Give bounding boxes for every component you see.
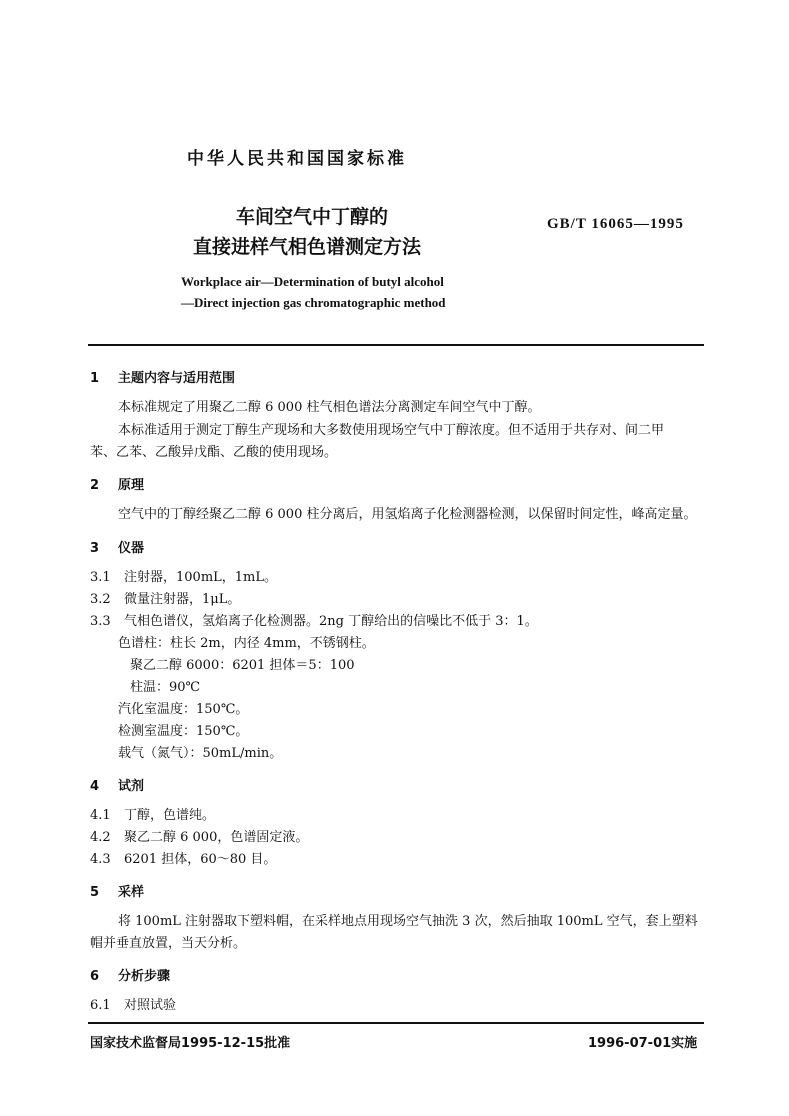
- section-title: 仪器: [118, 541, 145, 556]
- item-number: 3.3: [90, 614, 111, 629]
- section-title: 分析步骤: [118, 969, 171, 984]
- section-title: 原理: [118, 478, 145, 493]
- approval-date: 国家技术监督局1995-12-15批准: [90, 1036, 291, 1051]
- item-number: 3.1: [90, 570, 111, 585]
- list-item: [90, 568, 277, 588]
- english-title-line-1: Workplace air—Determination of butyl alcohol: [181, 274, 444, 289]
- item-text: 气相色谱仪，氢焰离子化检测器。2ng 丁醇给出的信噪比不低于 3：1。: [124, 614, 538, 629]
- paragraph-continuation: 帽并垂直放置，当天分析。: [90, 936, 247, 951]
- effective-date: 1996-07-01实施: [588, 1036, 698, 1051]
- title-line-2: 直接进样气相色谱测定方法: [193, 236, 422, 258]
- item-text: 微量注射器，1μL。: [124, 592, 241, 607]
- item-number: 4.1: [90, 808, 111, 823]
- section-number: 6: [90, 969, 100, 984]
- section-title: 采样: [118, 885, 145, 900]
- section-number: 3: [90, 541, 100, 556]
- paragraph-continuation: 苯、乙苯、乙酸异戊酯、乙酸的使用现场。: [90, 445, 338, 460]
- paragraph: 本标准规定了用聚乙二醇 6 000 柱气相色谱法分离测定车间空气中丁醇。: [118, 400, 541, 415]
- item-text: 6201 担体，60～80 目。: [124, 852, 277, 867]
- item-number: 4.3: [90, 852, 111, 867]
- instrument-detail: 色谱柱：柱长 2m，内径 4mm，不锈钢柱。: [118, 636, 375, 651]
- section-1-heading: [90, 367, 235, 386]
- section-title: 试剂: [118, 779, 145, 794]
- standard-code: GB/T 16065—1995: [547, 216, 684, 232]
- list-item: [90, 850, 276, 870]
- item-number: 3.2: [90, 592, 111, 607]
- section-2-heading: [90, 474, 144, 493]
- title-line-1: 车间空气中丁醇的: [236, 206, 389, 228]
- section-title: 主题内容与适用范围: [118, 371, 236, 386]
- list-item: [90, 590, 240, 610]
- item-number: 4.2: [90, 830, 111, 845]
- section-number: 4: [90, 779, 100, 794]
- instrument-detail: 载气（氮气）：50mL/min。: [118, 746, 283, 761]
- paragraph: 空气中的丁醇经聚乙二醇 6 000 柱分离后，用氢焰离子化检测器检测，以保留时间定性，峰高定量。: [118, 507, 697, 522]
- paragraph: 将 100mL 注射器取下塑料帽，在采样地点用现场空气抽洗 3 次，然后抽取 100mL 空气，套上塑料: [118, 914, 698, 929]
- item-text: 注射器，100mL，1mL。: [124, 570, 278, 585]
- item-text: 丁醇，色谱纯。: [124, 808, 216, 823]
- list-item: [90, 806, 215, 826]
- item-text: 聚乙二醇 6 000，色谱固定液。: [124, 830, 309, 845]
- instrument-detail: 聚乙二醇 6000：6201 担体＝5：100: [130, 658, 355, 673]
- issuing-organization: 中华人民共和国国家标准: [187, 149, 407, 169]
- footer-divider: [88, 1022, 704, 1024]
- section-number: 1: [90, 371, 100, 386]
- section-6-heading: [90, 965, 170, 984]
- item-number: 6.1: [90, 998, 111, 1013]
- instrument-detail: 汽化室温度：150℃。: [118, 702, 249, 717]
- section-4-heading: [90, 775, 144, 794]
- section-number: 2: [90, 478, 100, 493]
- item-text: 对照试验: [124, 998, 177, 1013]
- paragraph: 本标准适用于测定丁醇生产现场和大多数使用现场空气中丁醇浓度。但不适用于共存对、间二甲: [118, 423, 665, 438]
- header-divider: [88, 344, 704, 346]
- section-3-heading: [90, 537, 144, 556]
- instrument-detail: 柱温：90℃: [130, 680, 201, 695]
- list-item: [90, 996, 176, 1016]
- list-item: [90, 612, 538, 632]
- instrument-detail: 检测室温度：150℃。: [118, 724, 249, 739]
- section-number: 5: [90, 885, 100, 900]
- english-title-line-2: —Direct injection gas chromatographic method: [181, 295, 446, 310]
- section-5-heading: [90, 881, 144, 900]
- list-item: [90, 828, 308, 848]
